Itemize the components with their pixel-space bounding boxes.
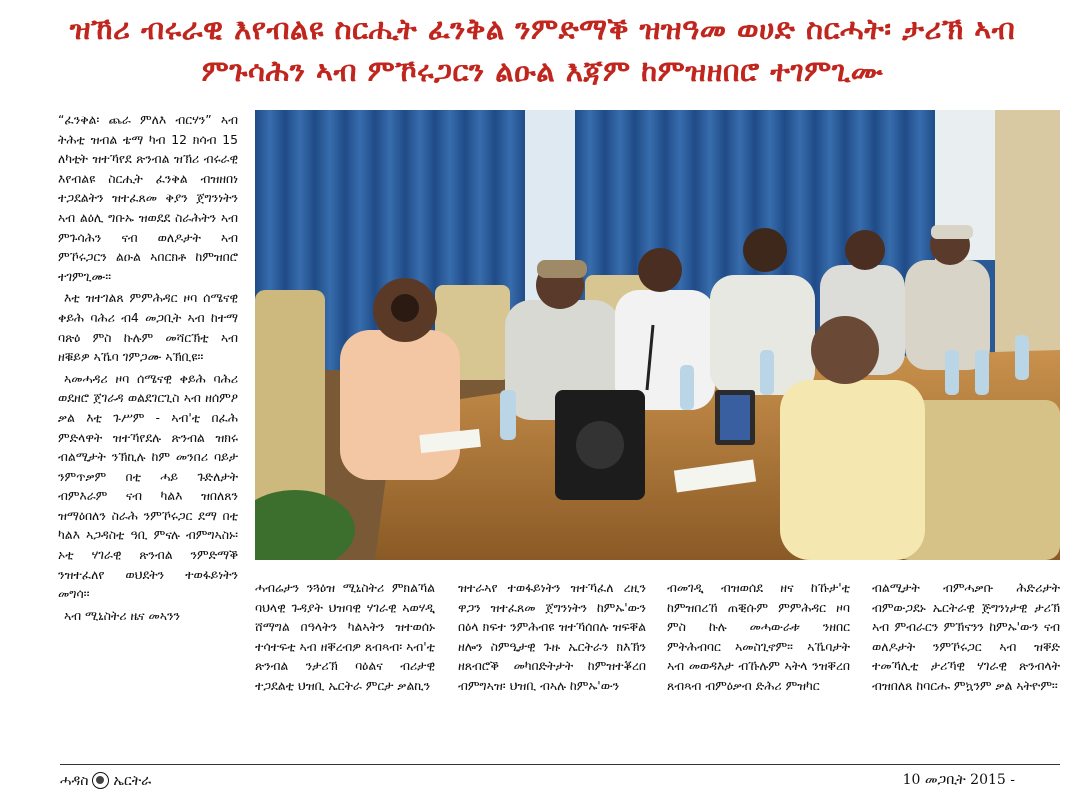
paragraph: እቲ ዝተገልጸ ምምሕዳር ዞባ ሰሜናዊ ቀይሕ ባሕሪ ብ4 መጋቢት ኣብ ከተማ ባጽዕ ምስ ኩሉም መሻርኽቲ ኣብ ዘቑይዎ ኣኼባ ገምጋሙ ኣኽቢዩ። <box>58 290 238 365</box>
paragraph: ሓብሬታን ንጓዕዝ ሚኒስትሪ ምክልኻል ባህላዊ ጉዳያት ህዝባዊ ሃገራዊ ኣወሃዲ ሸማግል በዓላትን ካልኣትን ዝተወሰኑ ተሳተፍቲ ኣብ ዘቐረብዎ ጸብጻብ፡ ኣብ'ቲ ጽንብል ንታሪኽ ባዕልና ብሪታዊ ተጋደልቲ ህዝቢ ኤርትራ ምርታ ቃልኪን <box>255 580 435 693</box>
meeting-photo-illustration <box>255 110 1060 560</box>
brand-name-left: ሓዳስ <box>60 772 89 789</box>
article-column-bottom-1 <box>255 578 435 758</box>
article-column-bottom-4 <box>872 578 1060 758</box>
paragraph: ብልሚታት ብምሓቃቡ ሕድሪታት ብምውጋደኑ ኤርትራዊ ጅግንነታዊ ታሪኽ ኣብ ምብራርን ምኽናንን ከምኡ'ውን ናብ ወለዶታት ንምኾሩጋር ኣብ ዝቐድ ተመኻሊቲ ታሪኻዊ ሃገራዊ ጽንብላት ብዝበለጸ ከባርሑ ምኳንም ቃል ኣትዮም፡፡ <box>872 580 1060 693</box>
issue-date-dash: - <box>1010 772 1015 788</box>
water-bottle <box>975 350 989 395</box>
article-column-bottom-2 <box>458 578 646 758</box>
headline <box>40 8 1045 92</box>
water-bottle <box>1015 335 1029 380</box>
water-bottle <box>500 390 516 440</box>
paragraph: ኣብ ሚኒስትሪ ዜና መኣንን <box>64 607 180 623</box>
paragraph: ብመገዲ ብዝወሰደ ዘና ከኹታ'ቲ ከምዝበረኸ ጠቒሱም ምምሕዳር ዞባ ምስ ኩሉ መሓውራቱ ንዘበር ምትሕብባር ኣመስጊኖም፡፡ ኣኼባታት ኣብ መወዳእታ ብኹሉም ኣትላ ንዝቐረበ ጸብጻብ ብምዕቃብ ድሕሪ ምዝካር <box>667 580 850 693</box>
water-bottle <box>680 365 694 410</box>
article-column-bottom-3 <box>667 578 850 758</box>
headline-line-2: ምጉሳሕን ኣብ ምኾሩጋርን ልዑል እጃም ከምዝዘበሮ ተገምጊሙ <box>201 54 884 88</box>
brand-name-right: ኤርትራ <box>113 772 152 789</box>
newspaper-brand <box>60 772 151 789</box>
article-column-left <box>58 110 238 750</box>
paragraph: “ፈንቅል፡ ጨራ ምለእ ብርሃን” ኣብ ትሕቲ ዝብል ቴማ ካብ 12 ክሳብ 15 ለካቲት ዝተኻየደ ጽንብል ዝኽሪ ብሩራዊ እየብልዩ ስርሒት ፈንቅል ብዝዘበነ ተጋደልትን ዝተፈጸመ ቅያን ጀግንነትን ኣብ ልዕሊ ግቡኡ ዝወደደ ስራሕትን ኣብ ምጉሳሕን ናብ ወለዶታት ኣብ ምኾሩጋርን ልዑል ኣበርክቶ ከምዝበሮ ተገምጊሙ። <box>58 112 238 284</box>
page-footer <box>0 756 1085 809</box>
headline-line-1: ዝኸሪ ብሩራዊ እየብልዩ ስርሒት ፈንቅል ንምድማቕ ዝዝዓመ ወሀድ ስርሓት፡ ታሪኽ ኣብ <box>69 12 1016 46</box>
footer-divider <box>60 764 1060 765</box>
issue-date-text: 10 መጋቢት 2015 <box>902 772 1006 788</box>
paragraph: ዝተራኣየ ተወፋይነትን ዝተኻፈለ ረዚን ዋጋን ዝተፈጸመ ጀግንነትን ከምኡ'ውን በዕላ ክፍተ ንምሕብዩ ዝተኻሰበሉ ዝፍቐል ዘሎን ስምዒታዊ ጉዙ ኤርትራን ክእኽን ዘጸብሮቕ መካበድትታት ከምዝተቖረበ ብምግኣዝ፡ ህዝቢ ብኣሉ ከምኡ'ውን <box>458 580 646 693</box>
water-bottle <box>760 350 774 395</box>
paragraph: ኣመሓዳሪ ዞባ ሰሜናዊ ቀይሕ ባሕሪ ወደዘሮ ጀገራዳ ወልደገርጊስ ኣብ ዘሰምዖ ቃል እቲ ጉሥም - ኣብ'ቲ በፈሕ ምድላዋት ዝተኻየደሉ ጽንብል ዝክሩ ብልሚታት ንኽኪሉ ከም መንበሪ ባይታ ንምጥቃም በቲ ሓይ ጉድለታት ብምእራም ናብ ካልእ ዝበለጸን ዝማዕበለን ስራሕ ንምኾሩጋር ደማ በቲ ካልእ ኣጋዳስቲ ዓቢ ምናሉ ብምግኣስኑ፡ ኦቲ ሃገራዊ ጽንብል ንምድማቕ ንዝተፈለየ ወህደትን ተወፋይነትን መግሳ፡፡ <box>58 370 238 602</box>
brand-logo-icon <box>92 772 109 789</box>
meeting-photo <box>255 110 1060 560</box>
issue-date <box>903 772 1015 788</box>
water-bottle <box>945 350 959 395</box>
